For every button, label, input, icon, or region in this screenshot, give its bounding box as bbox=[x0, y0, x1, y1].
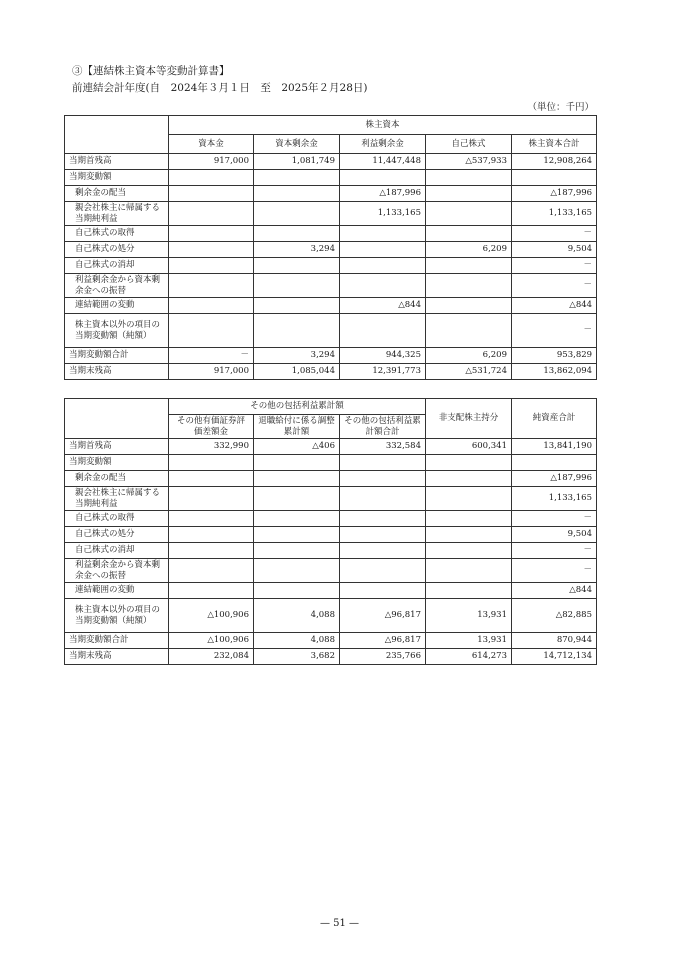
row-label: 自己株式の消却 bbox=[65, 543, 169, 559]
value-cell: 12,908,264 bbox=[512, 154, 597, 170]
header-row bbox=[65, 116, 597, 135]
value-cell bbox=[254, 258, 340, 274]
shareholders-equity-table bbox=[64, 115, 597, 380]
value-cell bbox=[169, 226, 254, 242]
value-cell bbox=[169, 170, 254, 186]
table-row bbox=[65, 543, 597, 559]
value-cell bbox=[254, 226, 340, 242]
value-cell bbox=[426, 274, 512, 298]
row-label: 当期首残高 bbox=[65, 439, 169, 455]
table-row bbox=[65, 314, 597, 348]
table-row bbox=[65, 527, 597, 543]
value-cell: － bbox=[512, 274, 597, 298]
value-cell bbox=[254, 202, 340, 226]
value-cell: － bbox=[169, 348, 254, 364]
row-label: 当期変動額 bbox=[65, 455, 169, 471]
value-cell: 870,944 bbox=[512, 633, 597, 649]
value-cell bbox=[169, 559, 254, 583]
table-row bbox=[65, 471, 597, 487]
value-cell bbox=[512, 455, 597, 471]
value-cell: 600,341 bbox=[426, 439, 512, 455]
value-cell bbox=[254, 543, 340, 559]
value-cell bbox=[254, 559, 340, 583]
value-cell bbox=[426, 202, 512, 226]
value-cell: 235,766 bbox=[340, 649, 426, 665]
value-cell: 3,682 bbox=[254, 649, 340, 665]
value-cell: 3,294 bbox=[254, 242, 340, 258]
value-cell: 13,862,094 bbox=[512, 364, 597, 380]
value-cell: － bbox=[512, 511, 597, 527]
fiscal-period: 前連結会計年度(自 2024年３月１日 至 2025年２月28日) bbox=[72, 82, 368, 94]
table-row bbox=[65, 455, 597, 471]
value-cell: 13,931 bbox=[426, 633, 512, 649]
value-cell: 232,084 bbox=[169, 649, 254, 665]
table-row bbox=[65, 511, 597, 527]
value-cell bbox=[340, 559, 426, 583]
value-cell bbox=[254, 455, 340, 471]
row-label: 自己株式の取得 bbox=[65, 226, 169, 242]
value-cell bbox=[340, 242, 426, 258]
column-header: 資本金 bbox=[169, 135, 254, 154]
value-cell bbox=[169, 471, 254, 487]
value-cell bbox=[254, 583, 340, 599]
column-header: その他有価証券評価差額金 bbox=[169, 415, 254, 439]
row-label: 連結範囲の変動 bbox=[65, 298, 169, 314]
table-row bbox=[65, 242, 597, 258]
value-cell bbox=[254, 274, 340, 298]
value-cell bbox=[169, 298, 254, 314]
value-cell: 953,829 bbox=[512, 348, 597, 364]
value-cell bbox=[426, 226, 512, 242]
table-row bbox=[65, 226, 597, 242]
value-cell bbox=[426, 511, 512, 527]
value-cell: － bbox=[512, 258, 597, 274]
row-label: 親会社株主に帰属する当期純利益 bbox=[65, 487, 169, 511]
value-cell: 1,133,165 bbox=[340, 202, 426, 226]
value-cell: △844 bbox=[512, 298, 597, 314]
value-cell bbox=[169, 455, 254, 471]
value-cell: 13,931 bbox=[426, 599, 512, 633]
value-cell: △187,996 bbox=[340, 186, 426, 202]
row-label: 自己株式の処分 bbox=[65, 527, 169, 543]
value-cell bbox=[340, 527, 426, 543]
group-header-shareholders-equity: 株主資本 bbox=[169, 116, 597, 135]
value-cell bbox=[512, 170, 597, 186]
table-row bbox=[65, 649, 597, 665]
value-cell: 12,391,773 bbox=[340, 364, 426, 380]
value-cell: △100,906 bbox=[169, 633, 254, 649]
row-label: 自己株式の消却 bbox=[65, 258, 169, 274]
value-cell bbox=[426, 186, 512, 202]
value-cell bbox=[426, 527, 512, 543]
value-cell: 9,504 bbox=[512, 242, 597, 258]
row-label: 当期末残高 bbox=[65, 649, 169, 665]
value-cell bbox=[169, 258, 254, 274]
table-row bbox=[65, 633, 597, 649]
column-header: 株主資本合計 bbox=[512, 135, 597, 154]
row-label: 連結範囲の変動 bbox=[65, 583, 169, 599]
value-cell: 1,081,749 bbox=[254, 154, 340, 170]
value-cell: △531,724 bbox=[426, 364, 512, 380]
row-label: 剰余金の配当 bbox=[65, 471, 169, 487]
value-cell: 917,000 bbox=[169, 154, 254, 170]
value-cell bbox=[254, 170, 340, 186]
value-cell bbox=[340, 170, 426, 186]
value-cell bbox=[169, 583, 254, 599]
table-row bbox=[65, 599, 597, 633]
value-cell bbox=[340, 511, 426, 527]
value-cell bbox=[426, 314, 512, 348]
table-row bbox=[65, 487, 597, 511]
unit-label: （単位：千円） bbox=[527, 102, 594, 113]
column-header: 利益剰余金 bbox=[340, 135, 426, 154]
table-row bbox=[65, 559, 597, 583]
column-header: 純資産合計 bbox=[512, 399, 597, 439]
value-cell bbox=[254, 186, 340, 202]
row-label: 自己株式の取得 bbox=[65, 511, 169, 527]
value-cell bbox=[254, 511, 340, 527]
column-header: 資本剰余金 bbox=[254, 135, 340, 154]
table-row bbox=[65, 364, 597, 380]
value-cell bbox=[169, 202, 254, 226]
value-cell bbox=[340, 487, 426, 511]
table-row bbox=[65, 258, 597, 274]
value-cell: 9,504 bbox=[512, 527, 597, 543]
value-cell: － bbox=[512, 543, 597, 559]
group-header-accumulated-oci: その他の包括利益累計額 bbox=[169, 399, 426, 415]
table-row bbox=[65, 439, 597, 455]
row-label: 当期変動額合計 bbox=[65, 348, 169, 364]
value-cell bbox=[169, 527, 254, 543]
column-header: 自己株式 bbox=[426, 135, 512, 154]
table-row bbox=[65, 348, 597, 364]
value-cell: 944,325 bbox=[340, 348, 426, 364]
value-cell bbox=[426, 455, 512, 471]
row-label: 自己株式の処分 bbox=[65, 242, 169, 258]
value-cell bbox=[426, 170, 512, 186]
value-cell bbox=[169, 314, 254, 348]
row-label: 株主資本以外の項目の当期変動額（純額） bbox=[65, 314, 169, 348]
value-cell bbox=[426, 543, 512, 559]
row-label: 当期末残高 bbox=[65, 364, 169, 380]
value-cell: 3,294 bbox=[254, 348, 340, 364]
value-cell: △96,817 bbox=[340, 599, 426, 633]
table-row bbox=[65, 154, 597, 170]
value-cell: 1,133,165 bbox=[512, 202, 597, 226]
value-cell: △187,996 bbox=[512, 186, 597, 202]
value-cell bbox=[340, 314, 426, 348]
page-number: — 51 — bbox=[319, 918, 360, 929]
value-cell bbox=[340, 226, 426, 242]
header-row bbox=[65, 399, 597, 415]
value-cell: △844 bbox=[512, 583, 597, 599]
value-cell bbox=[426, 583, 512, 599]
value-cell: △96,817 bbox=[340, 633, 426, 649]
value-cell bbox=[254, 487, 340, 511]
value-cell bbox=[340, 471, 426, 487]
value-cell bbox=[340, 583, 426, 599]
row-label: 当期変動額 bbox=[65, 170, 169, 186]
row-label: 株主資本以外の項目の当期変動額（純額） bbox=[65, 599, 169, 633]
column-header: その他の包括利益累計額合計 bbox=[340, 415, 426, 439]
value-cell bbox=[340, 258, 426, 274]
value-cell bbox=[169, 487, 254, 511]
value-cell: △82,885 bbox=[512, 599, 597, 633]
value-cell bbox=[169, 186, 254, 202]
table-row bbox=[65, 583, 597, 599]
value-cell bbox=[340, 455, 426, 471]
value-cell: － bbox=[512, 314, 597, 348]
column-header: 非支配株主持分 bbox=[426, 399, 512, 439]
value-cell bbox=[426, 298, 512, 314]
value-cell bbox=[426, 559, 512, 583]
value-cell: △406 bbox=[254, 439, 340, 455]
value-cell bbox=[340, 274, 426, 298]
value-cell: 917,000 bbox=[169, 364, 254, 380]
value-cell bbox=[254, 314, 340, 348]
blank-header-cell bbox=[65, 116, 169, 154]
value-cell bbox=[169, 274, 254, 298]
statement-title: ③【連結株主資本等変動計算書】 bbox=[72, 65, 230, 77]
value-cell bbox=[426, 487, 512, 511]
value-cell: － bbox=[512, 226, 597, 242]
value-cell: 6,209 bbox=[426, 348, 512, 364]
value-cell: 11,447,448 bbox=[340, 154, 426, 170]
blank-header-cell bbox=[65, 399, 169, 439]
value-cell: 1,133,165 bbox=[512, 487, 597, 511]
comprehensive-income-table bbox=[64, 398, 597, 665]
value-cell bbox=[169, 511, 254, 527]
value-cell: － bbox=[512, 559, 597, 583]
value-cell: 332,990 bbox=[169, 439, 254, 455]
table-row bbox=[65, 186, 597, 202]
value-cell: 614,273 bbox=[426, 649, 512, 665]
table-row bbox=[65, 298, 597, 314]
row-label: 利益剰余金から資本剰余金への振替 bbox=[65, 559, 169, 583]
row-label: 利益剰余金から資本剰余金への振替 bbox=[65, 274, 169, 298]
value-cell: △100,906 bbox=[169, 599, 254, 633]
value-cell bbox=[169, 242, 254, 258]
table-row bbox=[65, 274, 597, 298]
row-label: 剰余金の配当 bbox=[65, 186, 169, 202]
value-cell bbox=[426, 471, 512, 487]
table-row bbox=[65, 202, 597, 226]
value-cell: 4,088 bbox=[254, 633, 340, 649]
value-cell: 1,085,044 bbox=[254, 364, 340, 380]
row-label: 当期変動額合計 bbox=[65, 633, 169, 649]
value-cell: △844 bbox=[340, 298, 426, 314]
value-cell: △537,933 bbox=[426, 154, 512, 170]
value-cell bbox=[254, 471, 340, 487]
column-header: 退職給付に係る調整累計額 bbox=[254, 415, 340, 439]
table-row bbox=[65, 170, 597, 186]
value-cell: 14,712,134 bbox=[512, 649, 597, 665]
value-cell: 4,088 bbox=[254, 599, 340, 633]
row-label: 親会社株主に帰属する当期純利益 bbox=[65, 202, 169, 226]
value-cell: 13,841,190 bbox=[512, 439, 597, 455]
value-cell bbox=[340, 543, 426, 559]
value-cell: 6,209 bbox=[426, 242, 512, 258]
row-label: 当期首残高 bbox=[65, 154, 169, 170]
value-cell bbox=[254, 298, 340, 314]
value-cell bbox=[426, 258, 512, 274]
value-cell bbox=[254, 527, 340, 543]
value-cell: △187,996 bbox=[512, 471, 597, 487]
value-cell: 332,584 bbox=[340, 439, 426, 455]
value-cell bbox=[169, 543, 254, 559]
